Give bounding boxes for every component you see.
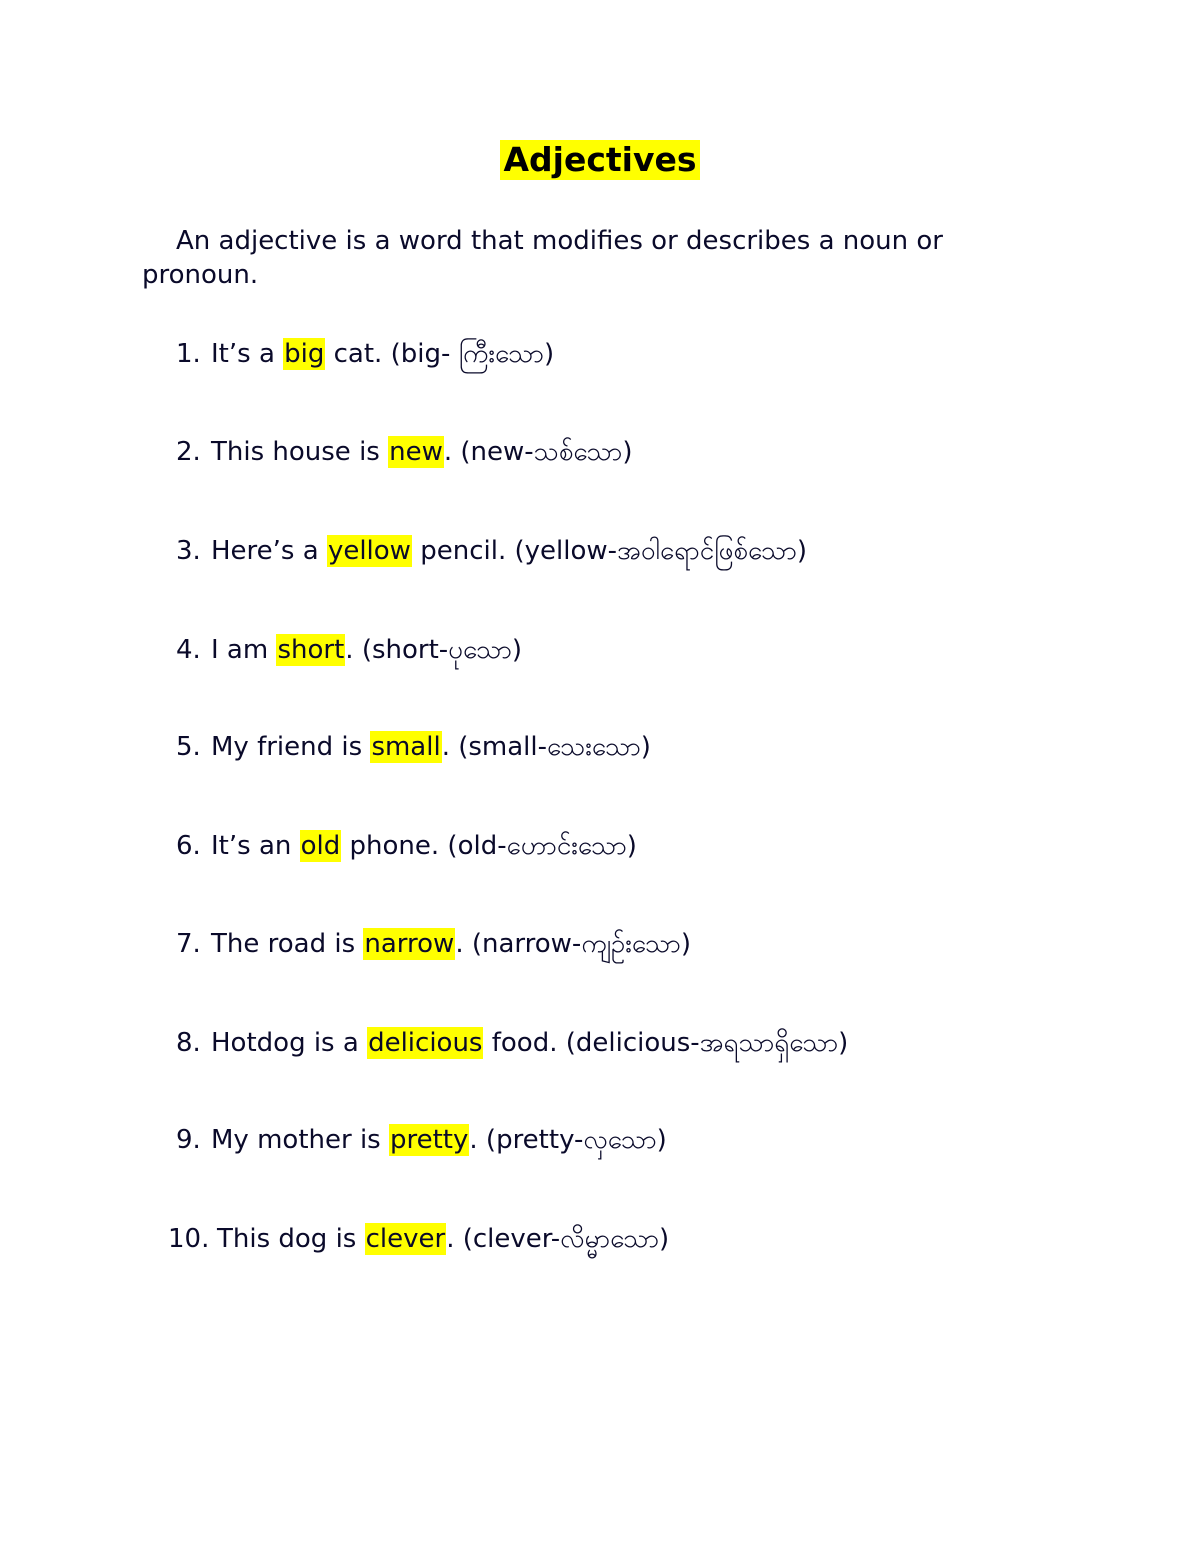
sentence-start: This dog is [217,1224,365,1254]
sentence-end: . (small-သေးသော) [441,732,651,762]
adjective-highlight: yellow [327,536,411,566]
sentence-start: My mother is [211,1125,389,1155]
example-number: 7. [176,929,201,959]
adjective-highlight: new [389,437,443,467]
sentence-end: . (short-ပုသော) [345,635,523,665]
sentence-start: It’s a [211,339,284,369]
example-number: 10. [168,1224,210,1254]
example-sentence [211,336,554,372]
example-number: 6. [176,831,201,861]
sentence-end: cat. (big- ကြီးသော) [325,339,555,369]
sentence-start: It’s an [211,831,300,861]
sentence-start: My friend is [211,732,371,762]
example-item [0,336,1200,376]
example-sentence [211,533,807,569]
example-sentence [211,729,651,765]
sentence-start: The road is [211,929,364,959]
example-sentence [211,828,637,864]
sentence-end: . (pretty-လှသော) [469,1125,667,1155]
example-item [0,729,1200,769]
adjective-highlight: narrow [364,929,455,959]
example-number: 4. [176,635,201,665]
example-number: 9. [176,1125,201,1155]
sentence-start: Here’s a [211,536,327,566]
example-sentence [211,1122,667,1158]
example-number: 8. [176,1028,201,1058]
example-sentence [211,632,522,668]
example-sentence [211,1025,848,1061]
example-number: 2. [176,437,201,467]
adjective-highlight: old [300,831,341,861]
example-item [0,632,1200,672]
example-number: 1. [176,339,201,369]
example-number: 3. [176,536,201,566]
example-item [0,828,1200,868]
example-sentence [217,1221,669,1257]
sentence-start: I am [211,635,277,665]
adjective-highlight: small [371,732,441,762]
intro-paragraph: An adjective is a word that modifies or describes a noun or pronoun. [142,226,943,290]
adjective-highlight: big [284,339,325,369]
page-title: Adjectives [500,140,699,180]
adjective-highlight: short [277,635,345,665]
example-item [0,926,1200,966]
example-sentence [211,434,633,470]
example-number: 5. [176,732,201,762]
example-item [0,1122,1200,1162]
example-item [0,1025,1200,1065]
sentence-start: Hotdog is a [211,1028,368,1058]
example-item [0,434,1200,474]
example-item [0,1221,1200,1261]
sentence-end: phone. (old-ဟောင်းသော) [341,831,637,861]
adjective-highlight: pretty [389,1125,469,1155]
sentence-end: food. (delicious-အရသာရှိသော) [483,1028,849,1058]
sentence-end: pencil. (yellow-အဝါရောင်ဖြစ်သော) [411,536,808,566]
example-sentence [211,926,691,962]
adjective-highlight: clever [365,1224,446,1254]
sentence-end: . (new-သစ်သော) [443,437,633,467]
sentence-end: . (narrow-ကျဉ်းသော) [455,929,691,959]
sentence-end: . (clever-လိမ္မာသော) [446,1224,670,1254]
sentence-start: This house is [211,437,389,467]
example-item [0,533,1200,573]
adjective-highlight: delicious [368,1028,483,1058]
title-container [0,140,1200,180]
